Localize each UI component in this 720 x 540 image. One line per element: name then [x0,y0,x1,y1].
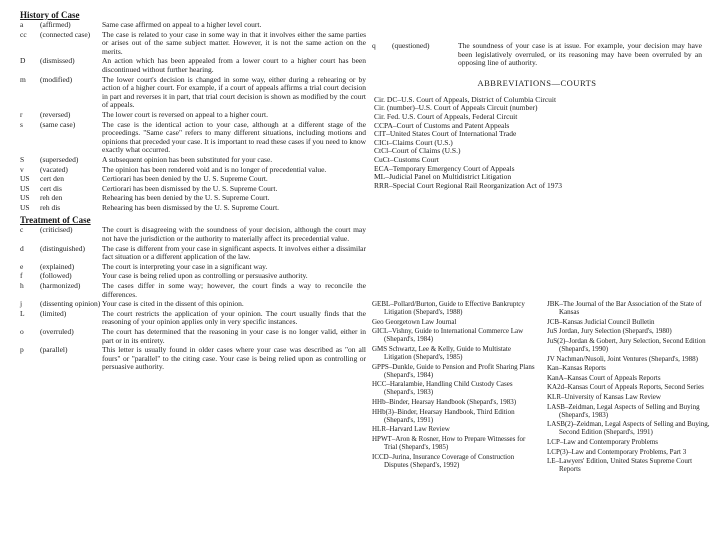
list-item: JuS(2)–Jordan & Gobert, Jury Selection, Second Edition (Shepard's, 1990) [547,336,706,353]
code: S [20,154,25,164]
description: Same case affirmed on appeal to a higher level court. [102,20,262,29]
list-item: ICCD–Jurina, Insurance Coverage of Construction Disputes (Shepard's, 1992) [372,452,515,469]
description: The opinion has been rendered void and is no longer of precedential value. [102,164,327,174]
list-item: JBK–The Journal of the Bar Association of the State of Kansas [547,300,702,317]
table-row [20,175,366,184]
list-item: LCP(3)–Law and Contemporary Problems, Part 3 [547,447,687,456]
description: The court is interpreting your case in a significant way. [102,261,268,271]
term: (explained) [40,261,75,271]
code: p [20,345,24,355]
table-row [20,310,366,327]
code: d [20,243,24,253]
term: reh den [40,193,63,203]
term: (same case) [40,119,76,129]
history-heading: History of Case [20,10,80,20]
table-row [20,245,366,262]
list-item: JuS Jordan, Jury Selection (Shepard's, 1980) [547,327,672,336]
description: Rehearing has been denied by the U. S. Supreme Court. [102,193,270,203]
table-row [20,156,366,165]
list-item: GPPS–Dunkle, Guide to Pension and Profit Sharing Plans (Shepard's, 1984) [372,362,535,379]
code: s [20,119,23,129]
list-item: GEBL–Pollard/Burton, Guide to Effective Bankruptcy Litigation (Shepard's, 1988) [372,300,525,317]
treatment-table [20,226,366,372]
table-row [20,204,366,213]
table-row [20,166,366,175]
list-item: JV Nachman/Nusoli, Joint Ventures (Shepard's, 1988) [547,354,698,363]
list-item: ML–Judicial Panel on Multidistrict Litigation [374,172,512,182]
table-row [20,121,366,155]
code: e [20,261,24,271]
treatment-heading: Treatment of Case [20,215,91,226]
term: (limited) [40,308,67,318]
list-item: LASB(2)–Zeidman, Legal Aspects of Selling and Buying, Second Edition (Shepard's, 1991) [547,420,710,437]
list-item: KanA–Kansas Court of Appeals Reports [547,373,661,382]
table-row [20,263,366,272]
code: a [20,20,24,29]
code: US [20,174,30,184]
code: US [20,202,30,212]
term: (modified) [40,74,73,84]
term: (vacated) [40,164,68,174]
table-row [20,111,366,120]
table-row [20,185,366,194]
list-item: LCP–Law and Contemporary Problems [547,437,659,446]
list-item: RRR–Special Court Regional Rail Reorganization Act of 1973 [374,180,562,190]
table-row [20,272,366,281]
code: q [372,41,376,50]
code: h [20,281,24,291]
term: (harmonized) [40,281,81,291]
code: r [20,109,23,119]
courts-list [372,96,702,191]
term: (superseded) [40,154,79,164]
table-row [20,346,366,372]
term: (distinguished) [40,243,85,253]
description: The soundness of your case is at issue. For example, your decision may have been legislatively overruled, or its reasoning may have been overruled by an opposing line of authority. [458,41,702,68]
code: f [20,271,23,281]
list-item: JCB–Kansas Judicial Council Bulletin [547,317,655,326]
list-item: KA2d–Kansas Court of Appeals Reports, Second Series [547,383,704,392]
description: A subsequent opinion has been substituted for your case. [102,154,273,164]
code: US [20,193,30,203]
list-item: HHb–Binder, Hearsay Handbook (Shepard's, 1983) [372,398,517,407]
term: (dismissed) [40,56,75,66]
code: o [20,327,24,336]
list-item: KLR–University of Kansas Law Review [547,392,661,401]
list-item: CuCt–Customs Court [374,154,439,164]
term: (reversed) [40,109,71,119]
code: L [20,308,25,318]
list-item: HHb(3)–Binder, Hearsay Handbook, Third Edition (Shepard's, 1991) [372,407,515,424]
publications-section [372,300,712,475]
term: (dissenting opinion) [40,299,101,309]
list-item: HPWT–Aron & Rosner, How to Prepare Witnesses for Trial (Shepard's, 1985) [372,434,526,451]
table-row [20,57,366,74]
description: The case is different from your case in significant aspects. It involves either a dissimilar fact situation or a different application of the law. [102,243,366,262]
code: D [20,56,26,66]
list-item: GICL–Vishny, Guide to International Commerce Law (Shepard's, 1984) [372,327,524,344]
description: Certiorari has been denied by the U. S. Supreme Court. [102,174,268,184]
publications-left-column [372,300,537,475]
list-item: CIT–United States Court of International Trade [374,129,517,139]
description: Your case is being relied upon as controlling or persuasive authority. [102,271,308,281]
description: This letter is usually found in older cases where your case was described as "on all fours" or "parallel" to the citing case. Your case is being relied upon as controlling or persuasive authority. [102,345,366,372]
table-row [20,194,366,203]
term: (parallel) [40,345,68,355]
description: The lower court's decision is changed in some way, either during a rehearing or by action of a higher court. For example, if a court of appeals affirms a trial court decision in part and reverses it in part, that trial court decision is shown as modified by the court of appeals. [102,74,366,110]
table-row [20,21,366,30]
description: Certiorari has been dismissed by the U. S. Supreme Court. [102,183,278,193]
list-item: ECA–Temporary Emergency Court of Appeals [374,163,515,173]
list-item: HLR–Harvard Law Review [372,425,450,434]
description: An action which has been appealed from a lower court to a higher court has been discontinued without further hearing. [102,56,366,74]
description: Rehearing has been dismissed by the U. S. Supreme Court. [102,202,280,212]
abbreviations-heading: ABBREVIATIONS—COURTS [477,77,597,88]
description: The court has determined that the reasoning in your case is no longer valid, either in part or in its entirety. [102,327,366,345]
term: cert den [40,174,64,184]
description: The case is the identical action to your case, although at a different stage of the proceedings. "Same case" refers to many different situations, including motions and opinions that preceded your case. It is important to read these cases if you need to know exactly what occurred. [102,119,366,155]
description: The case is related to your case in some way in that it involves either the same parties or arises out of the same subject matter. However, it is not the same action on the merits. [102,29,366,56]
table-row [20,300,366,309]
code: j [20,299,23,309]
list-item: HCC–Haralambie, Handling Child Custody Cases (Shepard's, 1983) [372,380,513,397]
history-table [20,21,366,212]
term: cert dis [40,183,62,193]
code: m [20,74,26,84]
term: (overruled) [40,327,74,336]
code: c [20,225,24,235]
list-item: CtCl–Court of Claims (U.S.) [374,146,461,156]
table-row [20,282,366,299]
table-row [20,31,366,57]
list-item: LASB–Zeidman, Legal Aspects of Selling and Buying (Shepard's, 1983) [547,402,700,419]
description: The court is disagreeing with the soundness of your decision, although the court may not have the jurisdiction or the authority to materially affect its precedential value. [102,225,366,244]
left-column [20,10,366,372]
term: (followed) [40,271,72,281]
list-item: Cir. Fed. U.S. Court of Appeals, Federal Circuit [374,111,518,121]
code: v [20,164,24,174]
term: (questioned) [392,41,430,50]
list-item: CCPA–Court of Customs and Patent Appeals [374,120,510,130]
list-item: CICt–Claims Court (U.S.) [374,137,453,147]
description: The court restricts the application of your opinion. The court usually finds that the reasoning of your opinion applies only in very specific instances. [102,308,366,327]
table-row [20,76,366,110]
term: (affirmed) [40,20,71,29]
term: (criticised) [40,225,73,235]
right-column [372,42,702,190]
code: US [20,183,30,193]
description: The cases differ in some way; however, the court finds a way to reconcile the differences. [102,281,366,299]
term: reh dis [40,202,61,212]
list-item: Geo Georgetown Law Journal [372,317,457,326]
code: cc [20,29,27,39]
table-row [20,226,366,243]
description: The lower court is reversed on appeal to a higher court. [102,109,268,119]
list-item: LE–Lawyers' Edition, United States Supreme Court Reports [547,457,693,474]
publications-right-column [547,300,712,475]
description: Your case is cited in the dissent of this opinion. [102,299,244,309]
list-item: Cir. DC–U.S. Court of Appeals, District of Columbia Circuit [374,94,557,104]
term: (connected case) [40,29,91,39]
table-row [20,328,366,345]
list-item: Cir. (number)–U.S. Court of Appeals Circuit (number) [374,103,538,113]
questioned-row [372,42,702,68]
list-item: Kan–Kansas Reports [547,364,606,373]
list-item: GMS Schwartz, Lee & Kelly, Guide to Multistate Litigation (Shepard's, 1985) [372,344,511,362]
